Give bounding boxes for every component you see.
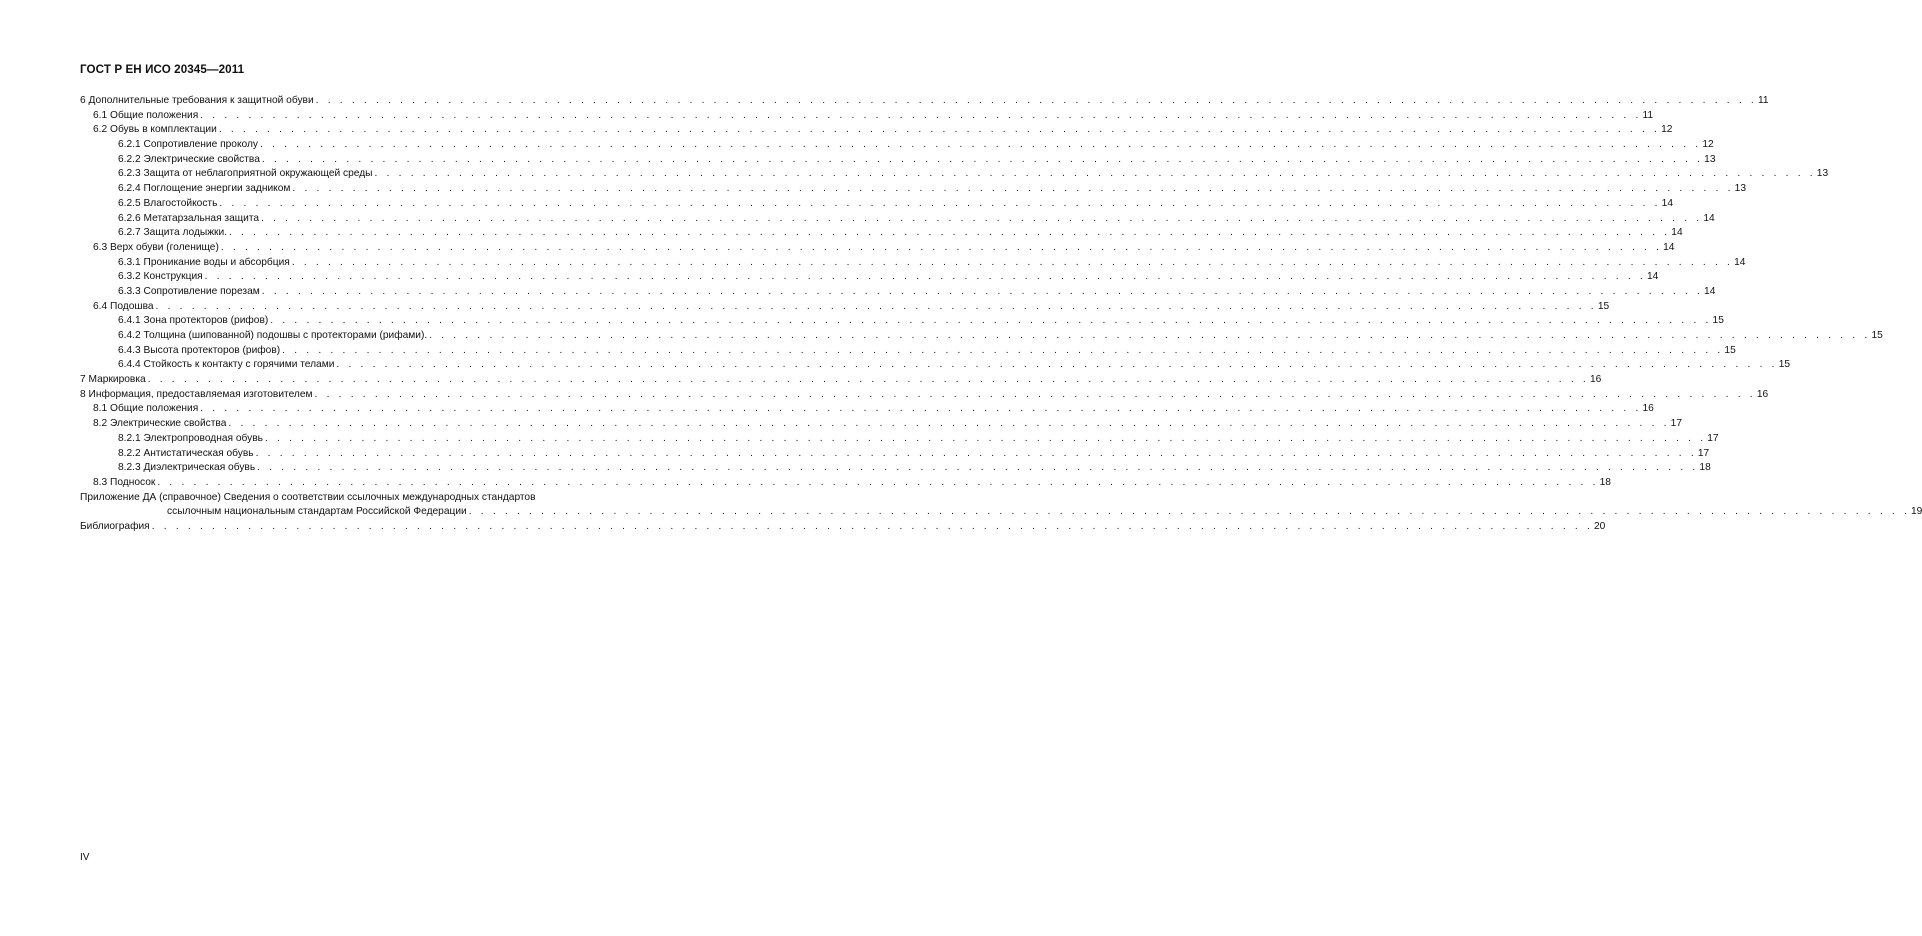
toc-entry-title: Влагостойкость xyxy=(143,197,218,209)
leader-dots: . . . . . . . . . . . . . . . . . . . . . . . . . . . . . . . . . . . . . . . . . . . . . . . . . . . . . . . . . . . . . . . . . . . . . . . . . . . . . . . . . . . . . . . . . . . . . . . . . . . . . . . . . . . . . . . . . . . . . . . . xyxy=(204,271,1646,283)
toc-entry-page: 14 xyxy=(1646,270,1658,285)
toc-entry-number: 8.1 xyxy=(93,403,108,415)
leader-dots: . . . . . . . . . . . . . . . . . . . . . . . . . . . . . . . . . . . . . . . . . . . . . . . . . . . . . . . . . . . . . . . . . . . . . . . . . . . . . . . . . . . . . . . . . . . . . . . . . . . . . . . . . . . . . . . . . . . . . . . . xyxy=(255,447,1697,459)
toc-entry-title: Электрические свойства xyxy=(110,418,227,430)
page-number-footer: IV xyxy=(80,852,90,863)
leader-dots: . . . . . . . . . . . . . . . . . . . . . . . . . . . . . . . . . . . . . . . . . . . . . . . . . . . . . . . . . . . . . . . . . . . . . . . . . . . . . . . . . . . . . . . . . . . . . . . . . . . . . . . . . . . . . . . . . . . . . . . . xyxy=(200,109,1642,121)
toc-entry[interactable] xyxy=(80,123,1673,138)
leader-dots: . . . . . . . . . . . . . . . . . . . . . . . . . . . . . . . . . . . . . . . . . . . . . . . . . . . . . . . . . . . . . . . . . . . . . . . . . . . . . . . . . . . . . . . . . . . . . . . . . . . . . . . . . . . . . . . . . . . . . . . . xyxy=(264,432,1707,444)
toc-entry-page: 16 xyxy=(1589,373,1601,388)
toc-entry-title: Дополнительные требования к защитной обуви xyxy=(88,95,314,106)
toc-entry-page: 15 xyxy=(1778,358,1790,373)
toc-entry-page: 11 xyxy=(1642,109,1654,124)
leader-dots: . . . . . . . . . . . . . . . . . . . . . . . . . . . . . . . . . . . . . . . . . . . . . . . . . . . . . . . . . . . . . . . . . . . . . . . . . . . . . . . . . . . . . . . . . . . . . . . . . . . . . . . . . . . . . . . . . . . . . . . . xyxy=(314,388,1756,400)
toc-entry-page: 14 xyxy=(1670,226,1682,241)
toc-entry-page: 14 xyxy=(1702,212,1714,227)
toc-entry[interactable] xyxy=(80,241,1675,256)
leader-dots: . . . . . . . . . . . . . . . . . . . . . . . . . . . . . . . . . . . . . . . . . . . . . . . . . . . . . . . . . . . . . . . . . . . . . . . . . . . . . . . . . . . . . . . . . . . . . . . . . . . . . . . . . . . . . . . . . . . . . . . . xyxy=(315,95,1757,106)
toc-entry-page: 15 xyxy=(1597,300,1609,315)
toc-entry[interactable] xyxy=(80,270,1659,285)
toc-entry[interactable] xyxy=(80,109,1654,124)
toc-entry-title: Общие положения xyxy=(110,109,199,121)
leader-dots: . . . . . . . . . . . . . . . . . . . . . . . . . . . . . . . . . . . . . . . . . . . . . . . . . . . . . . . . . . . . . . . . . . . . . . . . . . . . . . . . . . . . . . . . . . . . . . . . . . . . . . . . . . . . . . . . . . . . . . . . xyxy=(261,285,1704,297)
leader-dots: . . . . . . . . . . . . . . . . . . . . . . . . . . . . . . . . . . . . . . . . . . . . . . . . . . . . . . . . . . . . . . . . . . . . . . . . . . . . . . . . . . . . . . . . . . . . . . . . . . . . . . . . . . . . . . . . . . . . . . . . xyxy=(292,183,1734,195)
toc-entry-page: 13 xyxy=(1816,167,1828,182)
toc-entry-number: 6.2.1 xyxy=(118,139,141,151)
toc-entry-number: 6.4.4 xyxy=(118,359,141,371)
toc-entry-title: Сопротивление проколу xyxy=(143,139,259,151)
toc-entry-number: 8 xyxy=(80,388,86,400)
toc-entry-page: 15 xyxy=(1712,314,1724,329)
toc-entry-page: 12 xyxy=(1660,123,1672,138)
toc-entry-title: Подносок xyxy=(110,476,156,488)
toc-entry-page: 14 xyxy=(1733,256,1745,271)
toc-entry-title: Общие положения xyxy=(110,403,199,415)
toc-entry[interactable] xyxy=(80,212,1715,227)
toc-entry-number: 6.2.3 xyxy=(118,168,141,180)
toc-entry-number: 6.3.2 xyxy=(118,271,141,283)
leader-dots: . . . . . . . . . . . . . . . . . . . . . . . . . . . . . . . . . . . . . . . . . . . . . . . . . . . . . . . . . . . . . . . . . . . . . . . . . . . . . . . . . . . . . . . . . . . . . . . . . . . . . . . . . . . . . . . . . . . . . . . . xyxy=(374,168,1816,180)
toc-entry-number: 6.3.3 xyxy=(118,285,141,297)
toc-entry-number: 6.2.4 xyxy=(118,183,141,195)
toc-entry[interactable] xyxy=(80,256,1746,271)
annex-title-line2: ссылочным национальным стандартам Российской Федерации xyxy=(167,505,469,520)
toc-entry[interactable] xyxy=(80,182,1747,197)
leader-dots: . . . . . . . . . . . . . . . . . . . . . . . . . . . . . . . . . . . . . . . . . . . . . . . . . . . . . . . . . . . . . . . . . . . . . . . . . . . . . . . . . . . . . . . . . . . . . . . . . . . . . . . . . . . . . . . . . . . . . . . . xyxy=(147,374,1589,386)
toc-entry-page: 16 xyxy=(1756,388,1768,403)
toc-entry-title: Защита лодыжки. xyxy=(143,227,228,239)
leader-dots: . . . . . . . . . . . . . . . . . . . . . . . . . . . . . . . . . . . . . . . . . . . . . . . . . . . . . . . . . . . . . . . . . . . . . . . . . . . . . . . . . . . . . . . . . . . . . . . . . . . . . . . . . . . . . . . . . . . . . . . . xyxy=(200,403,1642,415)
toc-entry-number: 8.2 xyxy=(93,418,108,430)
toc-entry-title: Стойкость к контакту с горячими телами xyxy=(143,359,335,371)
leader-dots: . . . . . . . . . . . . . . . . . . . . . . . . . . . . . . . . . . . . . . . . . . . . . . . . . . . . . . . . . . . . . . . . . . . . . . . . . . . . . . . . . . . . . . . . . . . . . . . . . . . . . . . . . . . . . . . . . . . . . . . . xyxy=(468,506,1911,518)
toc-entry-number: 6.2 xyxy=(93,124,108,136)
leader-dots: . . . . . . . . . . . . . . . . . . . . . . . . . . . . . . . . . . . . . . . . . . . . . . . . . . . . . . . . . . . . . . . . . . . . . . . . . . . . . . . . . . . . . . . . . . . . . . . . . . . . . . . . . . . . . . . . . . . . . . . . xyxy=(282,344,1724,356)
toc-entry-page: 12 xyxy=(1701,138,1713,153)
leader-dots: . . . . . . . . . . . . . . . . . . . . . . . . . . . . . . . . . . . . . . . . . . . . . . . . . . . . . . . . . . . . . . . . . . . . . . . . . . . . . . . . . . . . . . . . . . . . . . . . . . . . . . . . . . . . . . . . . . . . . . . . xyxy=(151,520,1593,532)
toc-entry-number: 6.2.7 xyxy=(118,227,141,239)
toc-entry-title: Метатарзальная защита xyxy=(143,212,260,224)
annex-line2-container xyxy=(80,505,1922,520)
toc-entry-title: Высота протекторов (рифов) xyxy=(143,344,281,356)
toc-entry-number: 7 xyxy=(80,374,86,386)
toc-entry-bibliography[interactable] xyxy=(80,520,1606,535)
toc-entry-page: 16 xyxy=(1642,402,1654,417)
toc-entry[interactable] xyxy=(80,402,1654,417)
toc-entry-title: Конструкция xyxy=(143,271,203,283)
toc-entry[interactable] xyxy=(80,388,1769,403)
leader-dots: . . . . . . . . . . . . . . . . . . . . . . . . . . . . . . . . . . . . . . . . . . . . . . . . . . . . . . . . . . . . . . . . . . . . . . . . . . . . . . . . . . . . . . . . . . . . . . . . . . . . . . . . . . . . . . . . . . . . . . . . xyxy=(429,330,1871,341)
toc-entry[interactable] xyxy=(80,197,1674,212)
leader-dots: . . . . . . . . . . . . . . . . . . . . . . . . . . . . . . . . . . . . . . . . . . . . . . . . . . . . . . . . . . . . . . . . . . . . . . . . . . . . . . . . . . . . . . . . . . . . . . . . . . . . . . . . . . . . . . . . . . . . . . . . xyxy=(157,476,1599,488)
leader-dots: . . . . . . . . . . . . . . . . . . . . . . . . . . . . . . . . . . . . . . . . . . . . . . . . . . . . . . . . . . . . . . . . . . . . . . . . . . . . . . . . . . . . . . . . . . . . . . . . . . . . . . . . . . . . . . . . . . . . . . . . xyxy=(260,139,1702,151)
toc-entry[interactable] xyxy=(80,373,1602,388)
toc-entry-number: 8.2.1 xyxy=(118,432,141,444)
leader-dots: . . . . . . . . . . . . . . . . . . . . . . . . . . . . . . . . . . . . . . . . . . . . . . . . . . . . . . . . . . . . . . . . . . . . . . . . . . . . . . . . . . . . . . . . . . . . . . . . . . . . . . . . . . . . . . . . . . . . . . . . xyxy=(261,212,1703,224)
leader-dots: . . . . . . . . . . . . . . . . . . . . . . . . . . . . . . . . . . . . . . . . . . . . . . . . . . . . . . . . . . . . . . . . . . . . . . . . . . . . . . . . . . . . . . . . . . . . . . . . . . . . . . . . . . . . . . . . . . . . . . . . xyxy=(218,124,1661,136)
toc-entry[interactable] xyxy=(80,300,1610,315)
toc-entry-title: Подошва xyxy=(110,300,154,312)
toc-entry-page: 11 xyxy=(1757,94,1769,109)
toc-entry-page: 15 xyxy=(1723,344,1735,359)
toc-entry-title: Антистатическая обувь xyxy=(143,447,254,459)
toc-entry-number: 8.3 xyxy=(93,476,108,488)
toc-entry-title: Маркировка xyxy=(88,374,146,386)
toc-entry-title: Электрические свойства xyxy=(143,153,260,165)
toc-entry-page: 18 xyxy=(1698,461,1710,476)
toc-entry[interactable] xyxy=(80,314,1724,329)
toc-entry-page: 14 xyxy=(1661,197,1673,212)
toc-entry-page: 13 xyxy=(1734,182,1746,197)
table-of-contents xyxy=(80,94,1922,535)
toc-entry-number: 8.2.2 xyxy=(118,447,141,459)
leader-dots: . . . . . . . . . . . . . . . . . . . . . . . . . . . . . . . . . . . . . . . . . . . . . . . . . . . . . . . . . . . . . . . . . . . . . . . . . . . . . . . . . . . . . . . . . . . . . . . . . . . . . . . . . . . . . . . . . . . . . . . . xyxy=(229,227,1671,239)
toc-entry-page: 18 xyxy=(1599,476,1611,491)
toc-entry-page: 17 xyxy=(1697,447,1709,462)
toc-entry[interactable] xyxy=(80,447,1710,462)
toc-entry-title: Верх обуви (голенище) xyxy=(110,241,219,253)
toc-entry-page: 14 xyxy=(1662,241,1674,256)
leader-dots: . . . . . . . . . . . . . . . . . . . . . . . . . . . . . . . . . . . . . . . . . . . . . . . . . . . . . . . . . . . . . . . . . . . . . . . . . . . . . . . . . . . . . . . . . . . . . . . . . . . . . . . . . . . . . . . . . . . . . . . . xyxy=(219,197,1661,209)
toc-entry-title: Толщина (шипованной) подошвы с протекторами (рифами). xyxy=(143,330,428,341)
leader-dots: . . . . . . . . . . . . . . . . . . . . . . . . . . . . . . . . . . . . . . . . . . . . . . . . . . . . . . . . . . . . . . . . . . . . . . . . . . . . . . . . . . . . . . . . . . . . . . . . . . . . . . . . . . . . . . . . . . . . . . . . xyxy=(261,153,1704,165)
toc-entry-number: 6.4.2 xyxy=(118,330,141,341)
leader-dots: . . . . . . . . . . . . . . . . . . . . . . . . . . . . . . . . . . . . . . . . . . . . . . . . . . . . . . . . . . . . . . . . . . . . . . . . . . . . . . . . . . . . . . . . . . . . . . . . . . . . . . . . . . . . . . . . . . . . . . . . xyxy=(336,359,1778,371)
toc-entry[interactable] xyxy=(80,358,1791,373)
leader-dots: . . . . . . . . . . . . . . . . . . . . . . . . . . . . . . . . . . . . . . . . . . . . . . . . . . . . . . . . . . . . . . . . . . . . . . . . . . . . . . . . . . . . . . . . . . . . . . . . . . . . . . . . . . . . . . . . . . . . . . . . xyxy=(155,300,1597,312)
leader-dots: . . . . . . . . . . . . . . . . . . . . . . . . . . . . . . . . . . . . . . . . . . . . . . . . . . . . . . . . . . . . . . . . . . . . . . . . . . . . . . . . . . . . . . . . . . . . . . . . . . . . . . . . . . . . . . . . . . . . . . . . xyxy=(291,256,1734,268)
toc-entry[interactable] xyxy=(80,153,1716,168)
toc-entry-page: 15 xyxy=(1870,329,1882,344)
toc-entry[interactable] xyxy=(80,432,1719,447)
toc-entry-page: 17 xyxy=(1670,417,1682,432)
toc-entry-title: Обувь в комплектации xyxy=(110,124,217,136)
toc-entry-number: 6.4.3 xyxy=(118,344,141,356)
toc-entry[interactable] xyxy=(80,167,1829,182)
toc-entry-title: Зона протекторов (рифов) xyxy=(143,315,269,327)
toc-entry-number: 6.1 xyxy=(93,109,108,121)
toc-entry-page: 17 xyxy=(1706,432,1718,447)
leader-dots: . . . . . . . . . . . . . . . . . . . . . . . . . . . . . . . . . . . . . . . . . . . . . . . . . . . . . . . . . . . . . . . . . . . . . . . . . . . . . . . . . . . . . . . . . . . . . . . . . . . . . . . . . . . . . . . . . . . . . . . . xyxy=(220,241,1663,253)
toc-entry-number: 6 xyxy=(80,95,86,106)
toc-entry-title: Сопротивление порезам xyxy=(143,285,260,297)
toc-entry-number: 6.4.1 xyxy=(118,315,141,327)
annex-page: 19 xyxy=(1910,505,1922,520)
toc-entry-title: Электропроводная обувь xyxy=(143,432,263,444)
toc-entry-annex[interactable] xyxy=(80,491,1922,520)
leader-dots: . . . . . . . . . . . . . . . . . . . . . . . . . . . . . . . . . . . . . . . . . . . . . . . . . . . . . . . . . . . . . . . . . . . . . . . . . . . . . . . . . . . . . . . . . . . . . . . . . . . . . . . . . . . . . . . . . . . . . . . . xyxy=(270,315,1712,327)
toc-entry[interactable] xyxy=(80,138,1714,153)
toc-entry-number: 6.2.6 xyxy=(118,212,141,224)
leader-dots: . . . . . . . . . . . . . . . . . . . . . . . . . . . . . . . . . . . . . . . . . . . . . . . . . . . . . . . . . . . . . . . . . . . . . . . . . . . . . . . . . . . . . . . . . . . . . . . . . . . . . . . . . . . . . . . . . . . . . . . . xyxy=(257,462,1699,474)
toc-entry[interactable] xyxy=(80,94,1769,109)
toc-entry[interactable] xyxy=(80,285,1716,300)
toc-entry-number: 6.2.2 xyxy=(118,153,141,165)
toc-entry-title: Информация, предоставляемая изготовителем xyxy=(88,388,313,400)
leader-dots: . . . . . . . . . . . . . . . . . . . . . . . . . . . . . . . . . . . . . . . . . . . . . . . . . . . . . . . . . . . . . . . . . . . . . . . . . . . . . . . . . . . . . . . . . . . . . . . . . . . . . . . . . . . . . . . . . . . . . . . . xyxy=(228,418,1670,430)
toc-entry-page: 13 xyxy=(1703,153,1715,168)
toc-entry[interactable] xyxy=(80,329,1883,344)
toc-entry-title: Проникание воды и абсорбция xyxy=(143,256,290,268)
toc-entry[interactable] xyxy=(80,226,1683,241)
annex-title-line1: Приложение ДА (справочное) Сведения о соответствии ссылочных международных стандартов xyxy=(80,491,536,503)
toc-entry-number: 6.2.5 xyxy=(118,197,141,209)
bibliography-page: 20 xyxy=(1593,520,1605,535)
toc-entry[interactable] xyxy=(80,476,1611,491)
toc-entry-number: 8.2.3 xyxy=(118,462,141,474)
toc-entry-title: Диэлектрическая обувь xyxy=(143,462,256,474)
bibliography-title: Библиография xyxy=(80,520,152,535)
toc-entry-number: 6.3.1 xyxy=(118,256,141,268)
page-header-title: ГОСТ Р ЕН ИСО 20345—2011 xyxy=(80,63,245,76)
toc-entry-number: 6.3 xyxy=(93,241,108,253)
toc-entry[interactable] xyxy=(80,417,1683,432)
toc-entry[interactable] xyxy=(80,344,1736,359)
toc-entry-title: Поглощение энергии задником xyxy=(143,183,291,195)
toc-entry-page: 14 xyxy=(1703,285,1715,300)
toc-entry-number: 6.4 xyxy=(93,300,108,312)
toc-entry[interactable] xyxy=(80,461,1711,476)
toc-entry-title: Защита от неблагоприятной окружающей среды xyxy=(143,168,373,180)
